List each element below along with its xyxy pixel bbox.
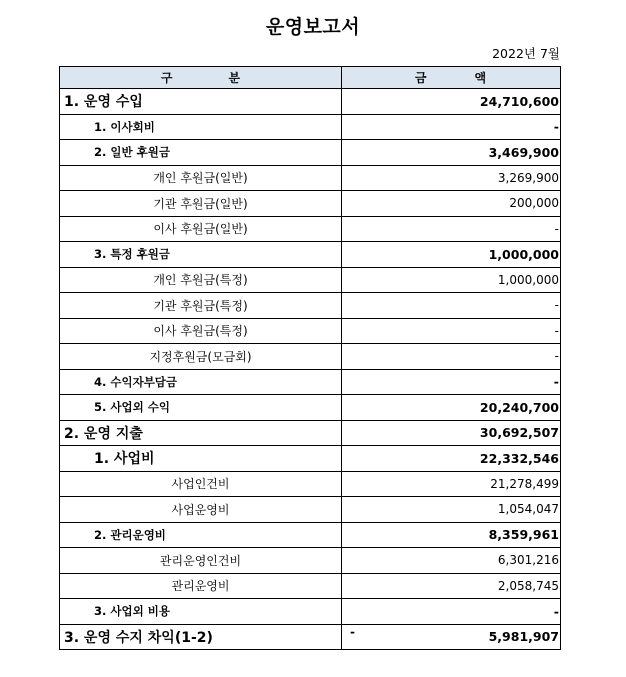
row-label: 1. 사업비 (60, 446, 342, 471)
header-category (60, 67, 342, 88)
row-label: 2. 일반 후원금 (60, 140, 342, 165)
table-row (59, 89, 561, 115)
row-label: 관리운영인건비 (60, 548, 342, 573)
row-label: 이사 후원금(특정) (60, 319, 342, 344)
table-row (59, 344, 561, 370)
row-amount: - (554, 298, 559, 313)
row-amount: 2,058,745 (497, 578, 559, 593)
row-label: 사업인건비 (60, 472, 342, 497)
row-label: 1. 이사회비 (60, 115, 342, 140)
table-row (59, 166, 561, 192)
report-title: 운영보고서 (265, 16, 361, 38)
row-label: 1. 운영 수입 (60, 89, 342, 114)
header-category-a: 구 (160, 71, 173, 85)
table-row (59, 140, 561, 166)
table-row (59, 421, 561, 447)
row-label: 3. 운영 수지 차익(1-2) (60, 625, 342, 650)
row-amount: - (554, 349, 559, 364)
row-label: 이사 후원금(일반) (60, 217, 342, 242)
table-row (59, 497, 561, 523)
row-amount: 3,269,900 (497, 170, 559, 185)
table-row (59, 319, 561, 345)
row-amount: 6,301,216 (497, 553, 559, 568)
table-header (59, 66, 561, 89)
row-label: 기관 후원금(일반) (60, 191, 342, 216)
table-row (59, 574, 561, 600)
row-amount: 1,054,047 (497, 502, 559, 517)
header-amount (342, 67, 560, 88)
row-amount: - (553, 119, 559, 135)
table-row (59, 472, 561, 498)
table-row (59, 242, 561, 268)
row-amount: 200,000 (509, 196, 559, 211)
row-amount: 24,710,600 (479, 93, 559, 109)
table-row (59, 217, 561, 243)
table-row (59, 523, 561, 549)
row-amount: 1,000,000 (497, 272, 559, 287)
header-category-b: 분 (228, 71, 241, 85)
row-amount: 8,359,961 (488, 527, 559, 543)
header-amount-a: 금 (414, 71, 427, 85)
table-row (59, 446, 561, 472)
row-label: 5. 사업외 수익 (60, 395, 342, 420)
table-row (59, 599, 561, 625)
table-row (59, 191, 561, 217)
row-amount: - (554, 323, 559, 338)
row-label: 개인 후원금(일반) (60, 166, 342, 191)
report-table (59, 66, 561, 650)
row-label: 개인 후원금(특정) (60, 268, 342, 293)
table-row (59, 115, 561, 141)
report-date: 2022년 7월 (492, 46, 560, 61)
row-amount: 22,332,546 (479, 450, 559, 466)
table-row (59, 395, 561, 421)
row-label: 기관 후원금(특정) (60, 293, 342, 318)
row-amount: 30,692,507 (479, 425, 559, 441)
row-amount: 3,469,900 (488, 144, 559, 160)
row-label: 3. 특정 후원금 (60, 242, 342, 267)
header-amount-b: 액 (474, 71, 487, 85)
table-row (59, 293, 561, 319)
table-row (59, 548, 561, 574)
row-label: 2. 운영 지출 (60, 421, 342, 446)
row-label: 지정후원금(모금회) (60, 344, 342, 369)
row-label: 사업운영비 (60, 497, 342, 522)
row-amount: - (553, 374, 559, 390)
row-amount: 21,278,499 (490, 476, 559, 491)
table-body (59, 89, 561, 650)
row-amount: 1,000,000 (488, 246, 559, 262)
row-amount: 20,240,700 (479, 399, 559, 415)
row-amount: 5,981,907 (488, 629, 559, 645)
table-row (59, 370, 561, 396)
row-amount: - (554, 221, 559, 236)
row-amount: - (553, 603, 559, 619)
row-label: 관리운영비 (60, 574, 342, 599)
table-row (59, 268, 561, 294)
row-sign: - (350, 624, 355, 639)
row-label: 3. 사업외 비용 (60, 599, 342, 624)
table-row (59, 625, 561, 651)
row-label: 2. 관리운영비 (60, 523, 342, 548)
row-label: 4. 수익자부담금 (60, 370, 342, 395)
